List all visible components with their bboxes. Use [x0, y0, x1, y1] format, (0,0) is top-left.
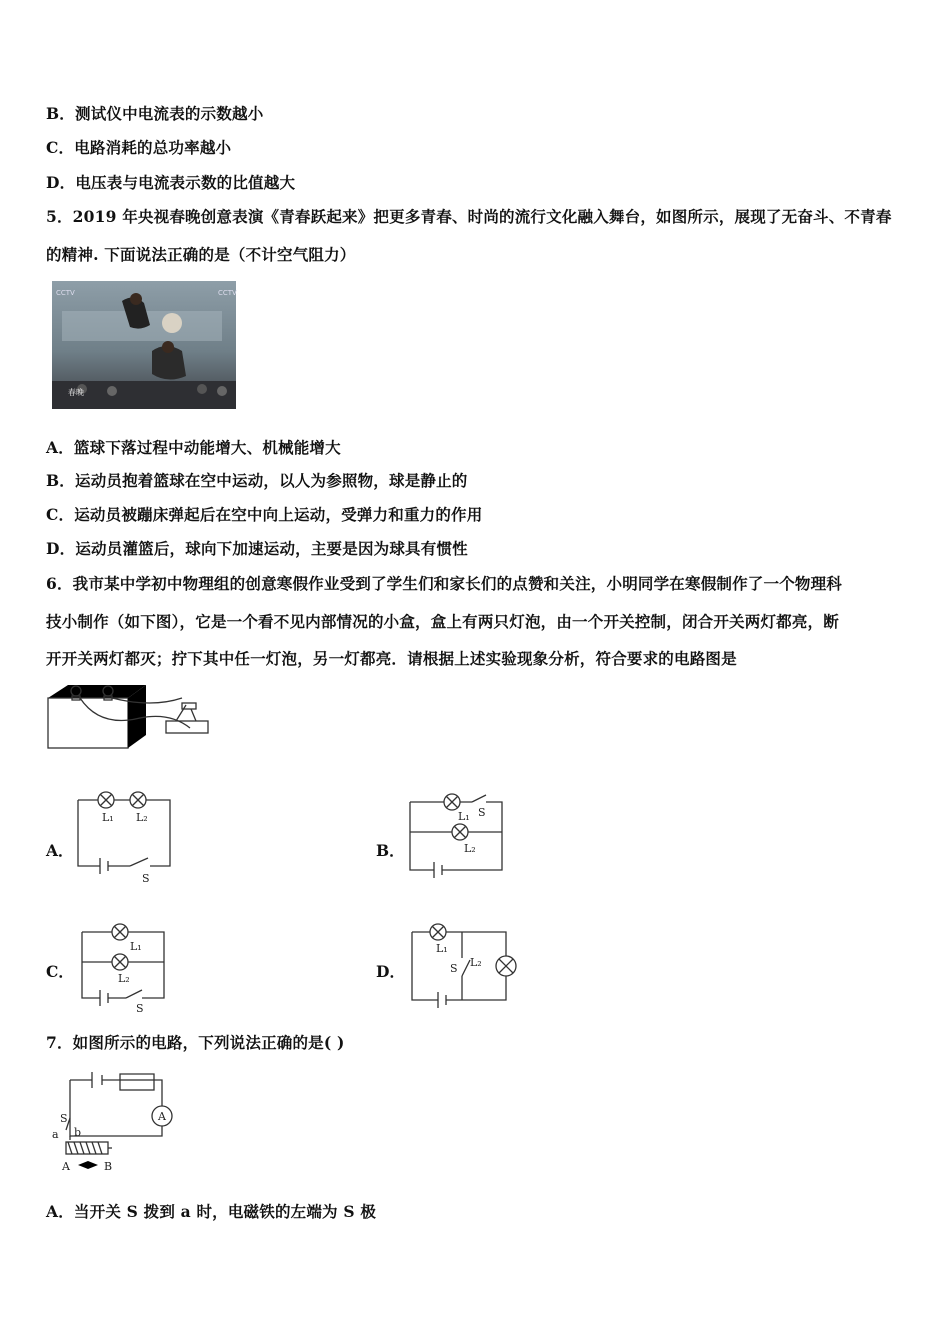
- pole-right-label: B: [104, 1160, 113, 1173]
- label-s: S: [142, 872, 150, 885]
- q6-stem-line2: 技小制作（如下图），它是一个看不见内部情况的小盒，盒上有两只灯泡，由一个开关控制，闭合开关两灯都亮，断: [46, 612, 839, 631]
- q7-circuit: [50, 1066, 185, 1176]
- circuit-d: [404, 920, 532, 1010]
- rheostat-icon: [120, 1080, 154, 1090]
- lamp-icon: [112, 954, 128, 970]
- cctv-logo: CCTV: [218, 289, 237, 297]
- circuit-a: [70, 788, 180, 883]
- switch-icon: [166, 703, 208, 733]
- lamp-icon: [496, 956, 516, 976]
- lamp-icon: [130, 792, 146, 808]
- q7-stem: 7．如图所示的电路，下列说法正确的是( ): [46, 1033, 345, 1052]
- label-l1: L₁: [130, 940, 142, 953]
- coil-icon: [66, 1142, 112, 1154]
- label-l2: L₂: [118, 972, 130, 985]
- label-l2: L₂: [464, 842, 476, 855]
- q4-option-c: C．电路消耗的总功率越小: [46, 138, 232, 157]
- label-s: S: [478, 806, 486, 819]
- label-l2: L₂: [136, 811, 148, 824]
- q4-option-b: B．测试仪中电流表的示数越小: [46, 104, 264, 123]
- terminal-a-label: a: [52, 1128, 59, 1141]
- pole-left-label: A: [62, 1160, 70, 1173]
- q6-label-b: B．: [376, 841, 405, 860]
- terminal-b-label: b: [74, 1126, 82, 1139]
- q5-photo: [52, 281, 236, 409]
- label-l1: L₁: [102, 811, 114, 824]
- q6-label-a: A．: [46, 841, 74, 860]
- q5-option-d: D．运动员灌篮后，球向下加速运动，主要是因为球具有惯性: [46, 539, 468, 558]
- basketball-icon: [162, 313, 182, 333]
- q4-option-d: D．电压表与电流表示数的比值越大: [46, 173, 296, 192]
- q6-stem-line1: 6．我市某中学初中物理组的创意寒假作业受到了学生们和家长们的点赞和关注，小明同学在寒假制作了一个物理科: [46, 574, 842, 593]
- circuit-b: [402, 790, 510, 885]
- lamp-icon: [452, 824, 468, 840]
- q5-stem-line2: 的精神. 下面说法正确的是（不计空气阻力）: [46, 245, 356, 264]
- q5-option-b: B．运动员抱着篮球在空中运动，以人为参照物，球是静止的: [46, 471, 468, 490]
- q6-label-d: D．: [376, 962, 405, 981]
- circuit-c: [74, 920, 174, 1015]
- compass-needle-icon: [78, 1161, 98, 1169]
- switch-icon: [126, 990, 142, 998]
- label-s: S: [450, 962, 458, 975]
- label-l1: L₁: [436, 942, 448, 955]
- q7-option-a: A．当开关 S 拨到 a 时，电磁铁的左端为 S 极: [46, 1202, 377, 1221]
- label-s: S: [136, 1002, 144, 1015]
- label-l1: L₁: [458, 810, 470, 823]
- photo-tag: 春晚: [68, 388, 84, 397]
- q5-option-a: A．篮球下落过程中动能增大、机械能增大: [46, 438, 341, 457]
- ammeter-label: A: [158, 1110, 166, 1123]
- cctv-caption: CCTV: [56, 289, 75, 297]
- switch-icon: [472, 795, 486, 802]
- lamp-icon: [98, 792, 114, 808]
- switch-icon: [462, 960, 470, 976]
- switch-icon: [130, 858, 148, 866]
- lamp-icon: [112, 924, 128, 940]
- q5-option-c: C．运动员被蹦床弹起后在空中向上运动，受弹力和重力的作用: [46, 505, 483, 524]
- q5-stem-line1: 5．2019 年央视春晚创意表演《青春跃起来》把更多青春、时尚的流行文化融入舞台，如图所示，展现了无奋斗、不青春: [46, 207, 892, 226]
- q6-label-c: C．: [46, 962, 74, 981]
- q6-stem-line3: 开开关两灯都灭；拧下其中任一灯泡，另一灯都亮．请根据上述实验现象分析，符合要求的电路图是: [46, 649, 737, 668]
- q6-box-figure: [46, 683, 221, 758]
- lamp-icon: [444, 794, 460, 810]
- switch-label: S: [60, 1112, 68, 1125]
- label-l2: L₂: [470, 956, 482, 969]
- lamp-icon: [430, 924, 446, 940]
